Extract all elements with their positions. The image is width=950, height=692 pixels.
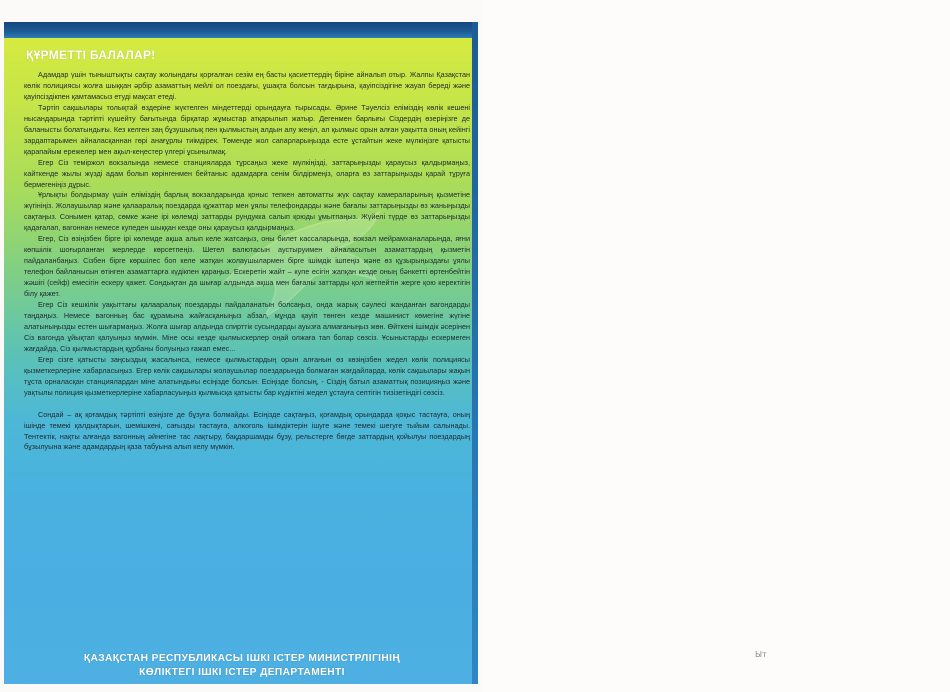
paragraph: Тәртіп сақшылары толықтай өздеріне жүктелген міндеттерді орындауға тырысады. Әрине Тәуелсіз еліміздің көлік кешені нысандарында тәртіпті күшейту бағытында бірқатар жұмыстар атқарылып жатыр. Дегенмен барлығы Сіздердің өзеріңізге де баланысты болатындығы. Кез келген заң бұзушылық пен қылмыстың алдын алу жеңіл, ал қылмыс орын алған уақытта оның кейінгі зардаптарымен айналасқаннан гөрі анағұрлы тиімдірек. Төменде жол сапарларыңызда есте ұстайтын жеке мүлкіңізге қатысты қарапайым ережелер мен ақыл-кеңестер үлгері ұсынылмақ. [24,102,470,156]
paragraph: Ұрлықты болдырмау үшін еліміздің барлық вокзалдарында қоныс тепкен автоматты жүк сақтау камераларының қызметіне жүгініңіз. Жолаушылар және қалааралық поездарда құжаттар мен ұялы телефондарды және бағалы заттарыңызды өз жаныңызды сақтаңыз. Сонымен қатар, сөмке және ірі көлемді заттарды рундукка салып қоюды ұмытпаңыз. Жүйелі түрде өз заттарыңызды қадағалап, вагоннан немесе купеден шыққан кезде оны қараусыз қалдырмаңыз. [24,190,470,233]
flyer-top-band [4,22,478,38]
paragraph: Егер сізге қатысты заңсыздық жасалынса, немесе қылмыстардың орын алғанын өз көзіңізбен жедел көлік полициясы қызметкерлеріне хабарласыңыз. Егер көлік сақшылары жолаушылар поездарында болмаған жағдайларда, көлік сақшылары жақын тұста орналасқан станциялардан міне алатындығы есіңізде болсын. Есіңізде болсың, - Сіздің батыл азаматтық позицияңыз және уақтылы полиция қызметкерлеріне хабарласуыңыз қылмысқа қатысты бар күдіктіні жедел ұстауға септігін тизізетіндігі сөзсіз. [24,354,470,397]
paragraph: Адамдар үшін тыныштықты сақтау жолындағы қорғалған сезім ең басты қасиеттердің біріне айналып отыр. Жалпы Қазақстан көлік полициясы жолға шыққан әрбір азаматтың мейлі ол поездағы, ұшақта болсын тағдырына, қауіпсіздігіне жауап береді және қауіпсіздікпен қамтамасыз етуді мақсат етеді. [24,70,470,101]
footer-department: КӨЛІКТЕГІ ІШКІ ІСТЕР ДЕПАРТАМЕНТІ [139,667,345,678]
paragraph: Егер Сіз теміржол вокзалында немесе станцияларда тұрсаңыз жеке мүлкіңізді, заттарыңызды қараусыз қалдырмаңыз, кайткенде жылы жүзді адам болып көрінгенмен бейтаныс адамдарға сенім білдірмеңіз, оларға өз заттарыңызды қарай тұруға бермегеніңіз дұрыс. [24,157,470,189]
flyer-heading: ҚҰРМЕТТІ БАЛАЛАР! [26,48,156,62]
flyer-document [4,22,478,684]
flyer-body [24,70,470,453]
blank-scan-area [482,0,950,692]
paragraph: Сондай – ақ қоғамдық тәртіпті өзіңізге де бұзуға болмайды. Есіңізде сақтаңыз, қоғамдық орындарда қоқыс тастауға, оның ішінде темекі қалдықтарын, шемішкені, сағызды тастауға, алкоголь ішімдіктерін ішуге және темекі шегуге тыйым салынады. Тентектік, нақты алғанда вагонның әйнегіне тас лақтыру, бақдаршамды бұзу, рельстерге бөгде заттардың қойылуы поездардың бұзылуына және адамдардың қаза табуына алып келу мүмкін. [24,409,470,452]
flyer-side-band [472,22,478,684]
flyer-footer [14,652,470,680]
corner-mark: Ыт [755,650,767,659]
paragraph: Егер, Сіз өзіңізбен бірге ірі көлемде ақша алып келе жатсаңыз, оны билет кассаларында, вокзал мейрамханаларында, яғни көпшілік шоғырланған жерлерде көрсетпеңіз. Шетел валютасын аустыруимен айналасытын азаматтардың қызметін пайдаланбаңыз. Сізбен бірге көршілес боп келе жатқан жолаушылармен бірге ішімдік ішпеңіз және өз құзырыңыздағы ұялы телефон байланысын өтінген азаматтарға күдікпен қараңыз. Ескеретін жайт – купе есігін жапқан кезде оның бәнкетті өртенбейтін жәшігі (сейф) емесігін ескеру қажет. Сондықтан да шығар алдында ақша мен бағалы заттарды қол жетпейтін жерге қою керектігін білу қажет. [24,234,470,299]
paragraph: Егер Сіз кешкілік уақыттағы қалааралық поездарды пайдаланатын болсаңыз, онда жарық сәулесі жанданған вагондарды таңдаңыз. Немесе вагонның бас құрамына жайғасқаныңыз абзал, мұнда қауіп төнген кезде машинист көмегіне жүгіне алатыныңызды естен шығармаңыз. Жолға шығар алдында спирттік сусындарды ауызға алмағаныңыз жөн. Өйткені ішімдік әсерінен Сіз вагонда ұйықтап қалуыңыз мүмкін. Міне осы кезде қылмыскерлер оңай олжаға тап болар сөзсіз. Ұсыныстарды ескермеген жағдайда, Сіз қылмыстардың құрбаны болуыңыз ғажап емес... [24,300,470,353]
footer-ministry: ҚАЗАҚСТАН РЕСПУБЛИКАСЫ ІШКІ ІСТЕР МИНИСТРЛІГІНІҢ [83,653,401,664]
